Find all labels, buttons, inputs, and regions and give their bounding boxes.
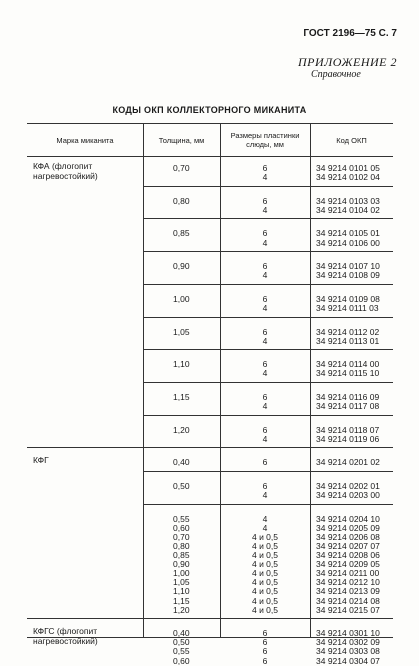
plate-size-value: 6 <box>262 163 268 173</box>
plate-size-value: 4 и 0,5 <box>251 595 278 606</box>
row-divider <box>143 251 393 252</box>
row-divider <box>143 415 393 416</box>
okp-code: 34 9214 0115 10 <box>316 368 380 379</box>
plate-size-value: 4 <box>262 490 268 500</box>
okp-code: 34 9214 0304 07 <box>316 655 380 666</box>
thickness-value: 0,80 <box>173 195 190 206</box>
okp-code: 34 9214 0202 01 <box>316 480 380 491</box>
okp-code: 34 9214 0105 01 <box>316 228 380 239</box>
column-divider <box>143 124 144 637</box>
plate-size-value: 4 и 0,5 <box>251 568 278 579</box>
appendix-label: ПРИЛОЖЕНИЕ 2 <box>298 55 397 69</box>
thickness-value: 1,05 <box>173 577 190 588</box>
okp-code: 34 9214 0212 10 <box>316 577 380 588</box>
okp-codes-table <box>27 123 393 666</box>
plate-size-value: 4 <box>262 368 268 379</box>
thickness-value: 0,55 <box>173 646 190 657</box>
grade-name: КФГС (флогопит нагревостойкий) <box>33 626 98 647</box>
thickness-value: 1,20 <box>173 604 190 615</box>
okp-code: 34 9214 0205 09 <box>316 522 380 533</box>
thickness-value: 1,00 <box>173 568 190 579</box>
okp-code: 34 9214 0118 07 <box>316 424 380 435</box>
plate-size-value: 4 <box>262 433 268 444</box>
column-divider <box>220 124 221 637</box>
row-divider <box>143 317 393 318</box>
thickness-value: 1,10 <box>173 586 190 597</box>
thickness-value: 0,55 <box>173 513 190 524</box>
thickness-value: 1,00 <box>173 293 190 304</box>
plate-size-value: 6 <box>262 637 268 648</box>
plate-size-value: 4 <box>262 335 268 346</box>
plate-size-value: 4 <box>262 172 268 183</box>
okp-code: 34 9214 0206 08 <box>316 531 380 542</box>
okp-code: 34 9214 0111 03 <box>316 302 379 313</box>
thickness-value: 1,10 <box>173 359 190 370</box>
okp-code: 34 9214 0201 02 <box>316 457 380 468</box>
grade-name: КФА (флогопит нагревостойкий) <box>33 161 98 181</box>
thickness-value: 0,90 <box>173 261 190 272</box>
plate-size-value: 6 <box>262 228 268 239</box>
thickness-value: 1,05 <box>173 326 190 337</box>
plate-size-value: 6 <box>262 628 268 639</box>
plate-size-value: 4 и 0,5 <box>251 550 278 560</box>
okp-code: 34 9214 0207 07 <box>316 540 380 551</box>
plate-size-value: 4 <box>262 270 268 281</box>
col-header-thickness: Толщина, мм <box>158 135 205 145</box>
okp-code: 34 9214 0112 02 <box>316 326 380 337</box>
plate-size-value: 4 и 0,5 <box>251 604 278 615</box>
thickness-value: 0,60 <box>173 522 190 533</box>
plate-size-value: 6 <box>262 326 268 337</box>
thickness-value: 0,70 <box>173 163 190 173</box>
plate-size-value: 4 <box>262 522 268 533</box>
okp-code: 34 9214 0213 09 <box>316 586 380 597</box>
thickness-value: 0,40 <box>173 457 190 468</box>
okp-code: 34 9214 0203 00 <box>316 490 380 500</box>
okp-code: 34 9214 0215 07 <box>316 604 380 615</box>
thickness-value: 1,15 <box>173 595 190 606</box>
plate-size-value: 6 <box>262 424 268 435</box>
okp-code: 34 9214 0107 10 <box>316 261 380 272</box>
thickness-value: 0,50 <box>173 480 190 491</box>
okp-code: 34 9214 0211 00 <box>316 568 380 579</box>
plate-size-value: 4 и 0,5 <box>251 540 278 551</box>
thickness-value: 0,90 <box>173 559 190 570</box>
table-title: КОДЫ ОКП КОЛЛЕКТОРНОГО МИКАНИТА <box>112 105 307 115</box>
thickness-value: 0,50 <box>173 637 190 648</box>
row-divider <box>143 382 393 383</box>
okp-code: 34 9214 0113 01 <box>316 335 380 346</box>
column-divider <box>310 124 311 637</box>
plate-size-value: 6 <box>262 261 268 272</box>
group-divider <box>27 447 393 448</box>
okp-code: 34 9214 0302 09 <box>316 637 380 648</box>
plate-size-value: 4 <box>262 302 268 313</box>
okp-code: 34 9214 0209 05 <box>316 559 380 570</box>
okp-code: 34 9214 0204 10 <box>316 513 380 524</box>
okp-code: 34 9214 0116 09 <box>316 391 380 402</box>
col-header-okp-code: Код ОКП <box>336 135 367 145</box>
row-divider <box>143 504 393 505</box>
okp-code: 34 9214 0101 05 <box>316 163 380 173</box>
appendix-type: Справочное <box>311 69 361 80</box>
plate-size-value: 4 <box>262 237 268 248</box>
plate-size-value: 6 <box>262 391 268 402</box>
plate-size-value: 4 и 0,5 <box>251 531 278 542</box>
plate-size-value: 6 <box>262 359 268 370</box>
thickness-value: 0,60 <box>173 655 190 666</box>
plate-size-value: 6 <box>262 457 268 468</box>
okp-code: 34 9214 0106 00 <box>316 237 380 248</box>
row-divider <box>143 284 393 285</box>
table-header <box>27 124 393 157</box>
okp-code: 34 9214 0208 06 <box>316 550 380 560</box>
okp-code: 34 9214 0108 09 <box>316 270 380 281</box>
plate-size-value: 4 и 0,5 <box>251 577 278 588</box>
row-divider <box>143 471 393 472</box>
plate-size-value: 4 <box>262 204 268 215</box>
okp-code: 34 9214 0109 08 <box>316 293 380 304</box>
standard-reference: ГОСТ 2196—75 С. 7 <box>303 28 397 39</box>
row-divider <box>143 349 393 350</box>
plate-size-value: 6 <box>262 195 268 206</box>
okp-code: 34 9214 0119 06 <box>316 433 380 444</box>
okp-code: 34 9214 0104 02 <box>316 204 380 215</box>
thickness-value: 1,15 <box>173 391 190 402</box>
plate-size-value: 4 и 0,5 <box>251 559 278 570</box>
thickness-value: 0,85 <box>173 550 190 560</box>
row-divider <box>143 186 393 187</box>
okp-code: 34 9214 0103 03 <box>316 195 380 206</box>
thickness-value: 0,80 <box>173 540 190 551</box>
thickness-value: 0,85 <box>173 228 190 239</box>
okp-code: 34 9214 0301 10 <box>316 628 380 639</box>
thickness-value: 1,20 <box>173 424 190 435</box>
plate-size-value: 6 <box>262 480 268 491</box>
grade-name: КФГ <box>33 455 49 466</box>
plate-size-value: 6 <box>262 293 268 304</box>
thickness-value: 0,70 <box>173 531 190 542</box>
plate-size-value: 4 <box>262 401 268 411</box>
okp-code: 34 9214 0303 08 <box>316 646 380 657</box>
okp-code: 34 9214 0117 08 <box>316 401 380 411</box>
row-divider <box>143 218 393 219</box>
thickness-value: 0,40 <box>173 628 190 639</box>
plate-size-value: 4 и 0,5 <box>251 586 278 597</box>
plate-size-value: 4 <box>262 513 268 524</box>
plate-size-value: 6 <box>262 655 268 666</box>
group-divider <box>27 618 393 619</box>
okp-code: 34 9214 0114 00 <box>316 359 380 370</box>
okp-code: 34 9214 0102 04 <box>316 172 380 183</box>
okp-code: 34 9214 0214 08 <box>316 595 380 606</box>
plate-size-value: 6 <box>262 646 268 657</box>
col-header-plate-size: Размеры пластинки слюды, мм <box>230 131 300 149</box>
col-header-grade: Марка миканита <box>56 135 114 145</box>
